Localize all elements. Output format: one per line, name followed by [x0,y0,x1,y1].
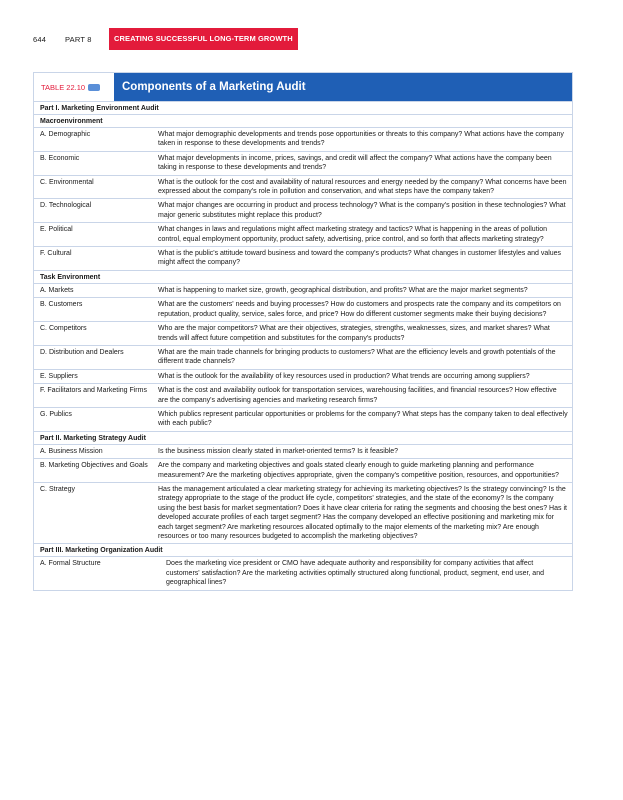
video-icon[interactable] [88,84,100,91]
row-label: C. Environmental [40,178,94,186]
row-text: Who are the major competitors? What are their objectives, strategies, strengths, weaknesses, sizes, and market shares? What trends will affect future competition and substitutes for the company's products? [158,325,550,342]
row-label: G. Publics [40,410,72,418]
row-label: A. Formal Structure [40,560,101,568]
row-text: Does the marketing vice president or CMO have adequate authority and responsibility for company activities that affect customers' satisfaction? Are the marketing activities optimally structured along functional, product, segment, end user, and geographical lines? [166,560,544,587]
row-text: What is the outlook for the cost and availability of natural resources and energy needed by the company? What concerns have been expressed about the company's role in pollution and conservation, and what steps have the company taken? [158,178,567,196]
row-text: What major changes are occurring in product and process technology? What is the company's position in these technologies? What major generic substitutes might replace this product? [158,202,566,219]
row-text: What is the outlook for the availability of key resources used in production? What trends are occurring among suppliers? [158,372,530,380]
table-title: Components of a Marketing Audit [114,73,572,101]
table-row [34,557,572,589]
table-row [34,445,572,459]
row-label: C. Strategy [40,485,76,493]
row-text: What are the main trade channels for bringing products to customers? What are the efficiency levels and growth potentials of the different trade channels? [158,348,556,366]
row-text: What is the cost and availability outlook for transportation services, warehousing facilities, and financial resources? How effective are the company's advertising agencies and marketing research firms? [158,387,557,404]
table-row [34,408,572,432]
row-text: What is the public's attitude toward business and toward the company's products? What changes in customer lifestyles and values might affect the company? [158,250,562,267]
row-label: F. Facilitators and Marketing Firms [40,387,147,395]
table-row [34,128,572,152]
row-label: A. Demographic [40,131,91,138]
row-label: F. Cultural [40,250,72,258]
table-row [34,384,572,408]
row-text: What changes in laws and regulations might affect marketing strategy and tactics? What is happening in the areas of pollution control, equal employment opportunity, product safety, advertising, price control, and so forth that affects marketing strategy? [158,226,547,243]
table-row [34,322,572,346]
row-label: D. Distribution and Dealers [40,348,124,356]
section-heading: Part III. Marketing Organization Audit [34,544,572,557]
table-row [34,459,572,483]
table-row [34,199,572,223]
marketing-audit-table [33,72,573,591]
section-heading: Part I. Marketing Environment Audit [34,102,572,115]
row-label: A. Business Mission [40,447,103,455]
row-label: D. Technological [40,202,92,210]
running-head [33,28,298,50]
table-row [34,346,572,370]
table-row [34,223,572,247]
table-row [34,152,572,176]
row-label: C. Competitors [40,325,87,333]
section-heading: Part II. Marketing Strategy Audit [34,432,572,445]
table-row [34,284,572,298]
part-label: PART 8 [65,34,92,44]
row-text: What major demographic developments and trends pose opportunities or threats to this company? What actions have the company taken in response to these developments and trends? [158,131,564,148]
part-title: CREATING SUCCESSFUL LONG-TERM GROWTH [109,28,298,50]
row-text: Are the company and marketing objectives and goals stated clearly enough to guide marketing planning and performance measurement? Are the marketing objectives appropriate, given the company's competitive position, resources, and opportunities? [158,462,559,479]
row-text: What major developments in income, prices, savings, and credit will affect the company? What actions have the company been taking in response to these developments and trends? [158,154,552,172]
row-text: What are the customers' needs and buying processes? How do customers and prospects rate the company and its competitors on reputation, product quality, service, sales force, and price? How do different customer segments make their buying decisions? [158,301,561,318]
page-number: 644 [33,34,47,44]
row-label: B. Customers [40,301,83,309]
table-header [34,73,572,102]
row-label: E. Suppliers [40,372,78,380]
table-row [34,370,572,384]
row-label: A. Markets [40,286,74,294]
row-text: Has the management articulated a clear marketing strategy for achieving its marketing objectives? Is the strategy convincing? Is the strategy appropriate to the stage of the product life cycle, competitors' strategies, and the state of the economy? Is the company using the best basis for market segmentation? Does it have clear criteria for rating the segments and choosing the best ones? Has it developed accurate profiles of each target segment? Has the company developed an effective positioning and marketing mix for each target segment? Are marketing resources allocated optimally to the major elements of the marketing mix? Are enough resources or too many resources budgeted to accomplish the marketing objectives? [158,485,567,540]
table-row [34,483,572,544]
table-number: TABLE 22.10 [41,82,86,92]
row-label: B. Marketing Objectives and Goals [40,462,148,470]
row-text: Which publics represent particular opportunities or problems for the company? What steps has the company taken to deal effectively with each public? [158,410,568,428]
row-label: E. Political [40,226,73,234]
row-text: Is the business mission clearly stated in market-oriented terms? Is it feasible? [158,447,399,455]
table-number-cell [34,73,114,101]
table-row [34,298,572,322]
table-row [34,247,572,271]
subsection-heading: Task Environment [34,271,572,284]
table-row [34,176,572,200]
subsection-heading: Macroenvironment [34,115,572,128]
row-label: B. Economic [40,154,80,162]
row-text: What is happening to market size, growth, geographical distribution, and profits? What are the major market segments? [158,286,528,294]
